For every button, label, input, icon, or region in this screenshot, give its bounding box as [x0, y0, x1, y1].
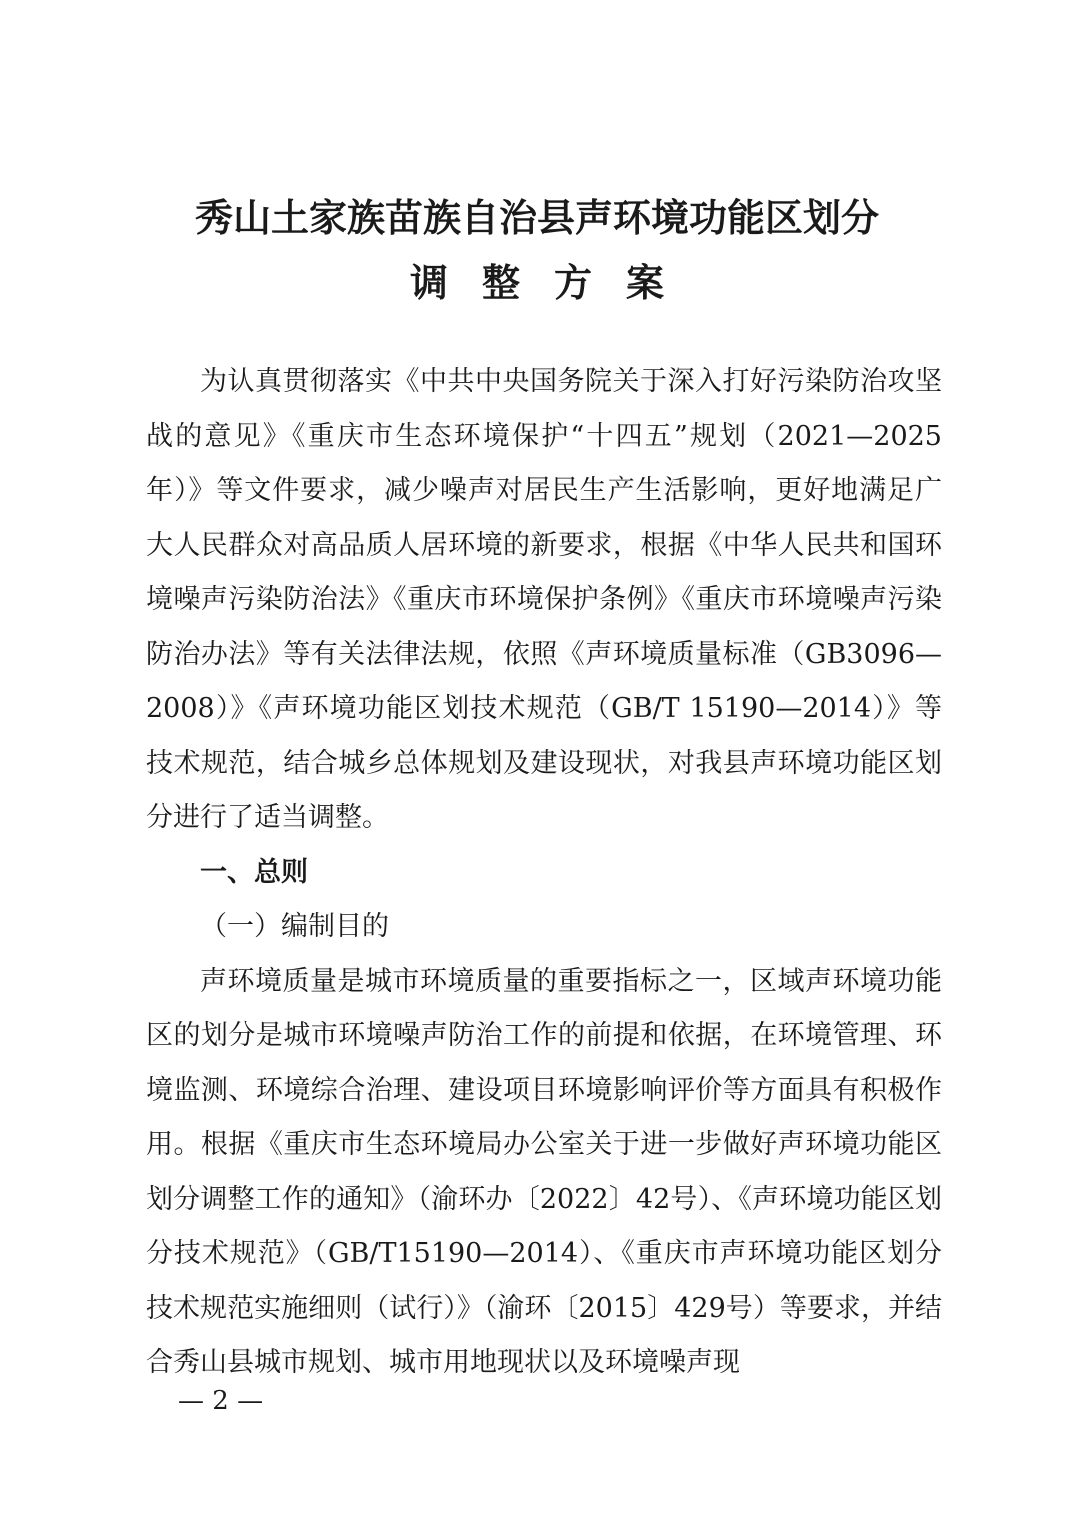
page-number: — 2 — — [178, 1386, 264, 1416]
document-title-subline: 调整方案 — [409, 261, 698, 305]
purpose-paragraph: 声环境质量是城市环境质量的重要指标之一，区域声环境功能区的划分是城市环境噪声防治工作的前提和依据，在环境管理、环境监测、环境综合治理、建设项目环境影响评价等方面具有积极作用。根据《重庆市生态环境局办公室关于进一步做好声环境功能区划分调整工作的通知》（渝环办〔2022〕42号）、《声环境功能区划分技术规范》（GB/T15190—2014）、《重庆市声环境功能区划分技术规范实施细则（试行）》（渝环〔2015〕429号）等要求，并结合秀山县城市规划、城市用地现状以及环境噪声现 — [146, 965, 942, 1378]
section-heading: 一、总则 — [200, 856, 308, 888]
document-title: 秀山土家族苗族自治县声环境功能区划分 — [194, 196, 879, 240]
intro-paragraph: 为认真贯彻落实《中共中央国务院关于深入打好污染防治攻坚战的意见》《重庆市生态环境保护“十四五”规划（2021—2025年）》等文件要求，减少噪声对居民生产生活影响，更好地满足广大人民群众对高品质人居环境的新要求，根据《中华人民共和国环境噪声污染防治法》《重庆市环境保护条例》《重庆市环境噪声污染防治办法》等有关法律法规，依照《声环境质量标准（GB3096—2008）》《声环境功能区划技术规范（GB/T 15190—2014）》等技术规范，结合城乡总体规划及建设现状，对我县声环境功能区划分进行了适当调整。 — [146, 366, 942, 833]
subsection-heading: （一）编制目的 — [200, 911, 389, 942]
document-body — [146, 355, 942, 1391]
